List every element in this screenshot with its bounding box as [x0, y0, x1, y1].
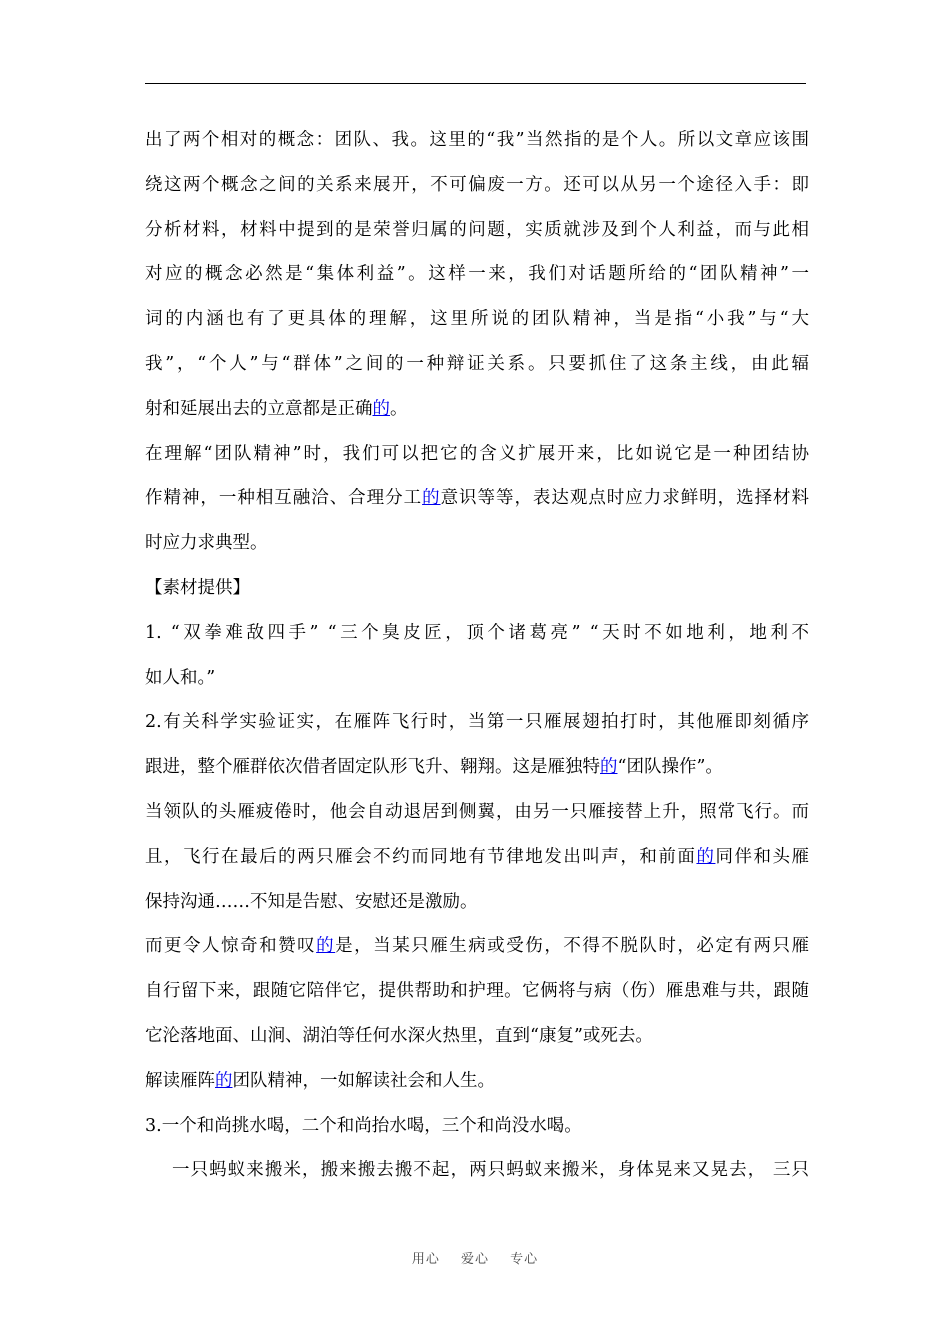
text-segment: 团队精神，一如解读社会和人生。	[232, 1070, 495, 1091]
text-segment: 自行留下来，跟随它陪伴它，提供帮助和护理。它俩将与病（伤）雁患难与共，跟随	[145, 981, 809, 1002]
paragraph	[145, 700, 809, 790]
text-line	[145, 880, 809, 925]
paragraph	[145, 790, 809, 924]
text-segment: 1. “双拳难敌四手” “三个臭皮匠，顶个诸葛亮” “天时不如地利，地利不	[145, 622, 809, 643]
text-line	[145, 969, 809, 1014]
text-segment: 保持沟通……不知是告慰、安慰还是激励。	[145, 891, 478, 912]
paragraph	[145, 1104, 809, 1149]
text-segment: 是，当某只雁生病或受伤，不得不脱队时，必定有两只雁	[335, 936, 810, 957]
hyperlink[interactable]: 的	[215, 1070, 233, 1091]
text-segment: 解读雁阵	[145, 1070, 215, 1091]
document-body	[145, 118, 809, 1193]
text-line	[145, 297, 809, 342]
footer-text-1: 用心	[411, 1252, 440, 1267]
text-segment: 3.一个和尚挑水喝，二个和尚抬水喝，三个和尚没水喝。	[145, 1115, 582, 1136]
paragraph	[145, 432, 809, 566]
text-segment: 且，飞行在最后的两只雁会不约而同地有节律地发出叫声，和前面	[145, 846, 697, 867]
paragraph	[145, 1148, 809, 1193]
paragraph	[145, 118, 809, 432]
hyperlink[interactable]: 的	[696, 846, 716, 867]
text-line	[145, 566, 809, 611]
hyperlink[interactable]: 的	[316, 936, 336, 957]
text-segment: 出了两个相对的概念：团队、我。这里的“我”当然指的是个人。所以文章应该围	[145, 130, 809, 150]
text-line	[145, 1148, 809, 1193]
text-line	[145, 1059, 809, 1104]
text-segment: 对应的概念必然是“集体利益”。这样一来，我们对话题所给的“团队精神”一	[145, 264, 809, 285]
paragraph	[145, 566, 809, 611]
text-line	[145, 790, 809, 835]
text-segment: “团队操作”。	[617, 757, 723, 778]
text-segment: 如人和。”	[145, 667, 216, 688]
text-line	[145, 835, 809, 880]
text-line	[145, 611, 809, 656]
text-line	[145, 924, 809, 969]
text-segment: 跟进，整个雁群依次借者固定队形飞升、翱翔。这是雁独特	[145, 757, 600, 778]
text-line	[145, 656, 809, 701]
text-line	[145, 745, 809, 790]
hyperlink[interactable]: 的	[372, 398, 390, 419]
text-line	[145, 521, 809, 566]
text-segment: 分析材料，材料中提到的是荣誉归属的问题，实质就涉及到个人利益，而与此相	[145, 219, 809, 240]
text-segment: 它沦落地面、山涧、湖泊等任何水深火热里，直到“康复”或死去。	[145, 1025, 653, 1046]
text-segment: 在理解“团队精神”时，我们可以把它的含义扩展开来，比如说它是一种团结协	[145, 443, 809, 464]
hyperlink[interactable]: 的	[600, 757, 618, 778]
hyperlink[interactable]: 的	[422, 488, 441, 509]
footer-text-3: 专心	[510, 1252, 539, 1267]
text-line	[145, 342, 809, 387]
text-line	[145, 476, 809, 521]
text-line	[145, 432, 809, 477]
text-line	[145, 118, 809, 163]
text-segment: 作精神，一种相互融洽、合理分工	[145, 488, 423, 509]
text-segment: 意识等等，表达观点时应力求鲜明，选择材料	[440, 488, 810, 509]
paragraph	[145, 611, 809, 701]
text-segment: 2.有关科学实验证实，在雁阵飞行时，当第一只雁展翅拍打时，其他雁即刻循序	[145, 712, 809, 733]
text-segment: 词的内涵也有了更具体的理解，这里所说的团队精神，当是指“小我”与“大	[145, 309, 809, 330]
text-segment: 而更令人惊奇和赞叹	[145, 936, 317, 957]
footer-text-2: 爱心	[460, 1252, 489, 1267]
text-line	[145, 252, 809, 297]
text-segment: 射和延展出去的立意都是正确	[145, 398, 373, 419]
text-segment: 时应力求典型。	[145, 533, 268, 554]
text-segment: 我”，“个人”与“群体”之间的一种辩证关系。只要抓住了这条主线，由此辐	[145, 353, 809, 374]
paragraph	[145, 1059, 809, 1104]
text-line	[145, 700, 809, 745]
text-line	[145, 163, 809, 208]
text-line	[145, 387, 809, 432]
text-segment: 绕这两个概念之间的关系来展开，不可偏废一方。还可以从另一个途径入手：即	[145, 174, 809, 195]
text-line	[145, 1104, 809, 1149]
page-footer	[0, 1248, 950, 1267]
header-rule	[145, 83, 806, 84]
text-segment: 。	[390, 398, 408, 419]
text-line	[145, 1014, 809, 1059]
text-segment: 当领队的头雁疲倦时，他会自动退居到侧翼，由另一只雁接替上升，照常飞行。而	[145, 801, 809, 822]
text-segment: 一只蚂蚁来搬米，搬来搬去搬不起，两只蚂蚁来搬米，身体晃来又晃去， 三只	[172, 1160, 809, 1181]
paragraph	[145, 924, 809, 1058]
text-line	[145, 208, 809, 253]
text-segment: 【素材提供】	[145, 577, 250, 598]
text-segment: 同伴和头雁	[715, 846, 810, 867]
